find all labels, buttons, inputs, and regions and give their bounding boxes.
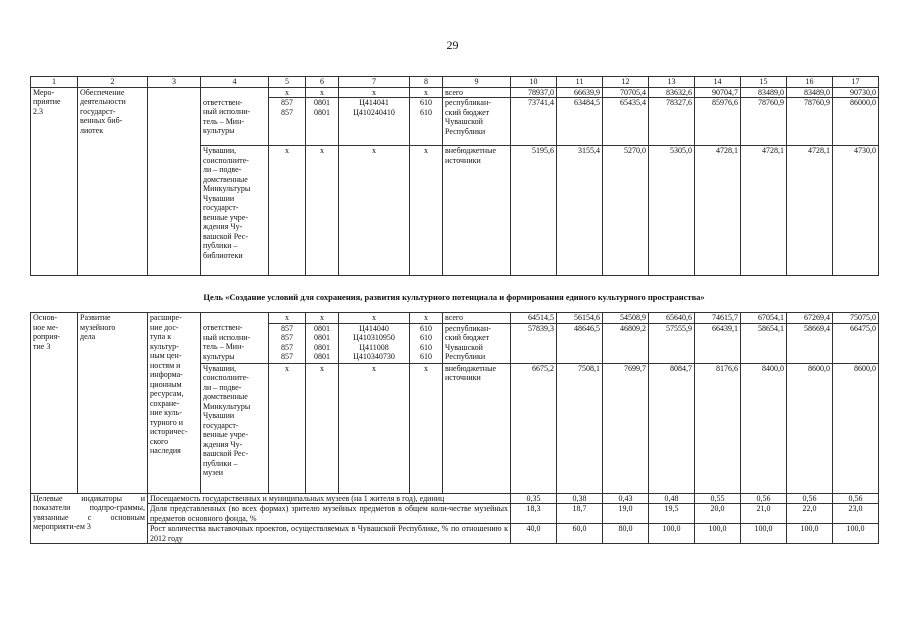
header-row xyxy=(31,77,879,88)
value-cell: 78327,6 xyxy=(649,98,695,146)
event-goal-cell: расшире- ние дос- тупа к культур- ным цен- ностям и информа- ционным ресурсам, сохране- ние куль- турного и историчес- ского наследия xyxy=(148,313,201,494)
value-cell: 58654,1 xyxy=(741,323,787,363)
value-cell: 75075,0 xyxy=(833,313,879,324)
executor-cell: ответствен- ный исполни- тель – Мин- культуры xyxy=(201,98,269,146)
column-number: 9 xyxy=(443,77,511,88)
column-number: 10 xyxy=(511,77,557,88)
event-number-cell: Меро- приятие 2.3 xyxy=(31,87,78,276)
value-cell: 46809,2 xyxy=(603,323,649,363)
budget-table-part1 xyxy=(30,76,879,276)
value-cell: 64514,5 xyxy=(511,313,557,324)
vr-cell: х xyxy=(410,363,443,493)
csr-cell: х xyxy=(339,313,410,324)
value-cell: 67269,4 xyxy=(787,313,833,324)
column-number: 3 xyxy=(148,77,201,88)
value-cell: 100,0 xyxy=(787,524,833,544)
value-cell: 4728,1 xyxy=(787,146,833,276)
value-cell: 63484,5 xyxy=(557,98,603,146)
vr-cell: х xyxy=(410,146,443,276)
indicator-text: Доля представленных (во всех формах) зрителю музейных предметов в общем коли-честве музейных предметов основного фонда, % xyxy=(148,504,511,524)
value-cell: 58669,4 xyxy=(787,323,833,363)
value-cell: 0,38 xyxy=(557,493,603,504)
value-cell: 7508,1 xyxy=(557,363,603,493)
indicators-label: Целевые индикаторы и показатели подпро-граммы, увязанные с основным мероприяти-ем 3 xyxy=(31,493,148,544)
value-cell: 83632,6 xyxy=(649,87,695,98)
value-cell: 57555,9 xyxy=(649,323,695,363)
indicator-row xyxy=(31,504,879,524)
value-cell: 8400,0 xyxy=(741,363,787,493)
value-cell: 85976,6 xyxy=(695,98,741,146)
value-cell: 21,0 xyxy=(741,504,787,524)
value-cell: 56154,6 xyxy=(557,313,603,324)
executor-cell: ответствен- ный исполни- тель – Мин- культуры xyxy=(201,323,269,363)
executor-cell-empty xyxy=(201,313,269,324)
rzpr-cell: 0801 0801 xyxy=(306,98,339,146)
column-number: 2 xyxy=(78,77,148,88)
value-cell: 22,0 xyxy=(787,504,833,524)
indicator-row xyxy=(31,524,879,544)
value-cell: 70705,4 xyxy=(603,87,649,98)
source-cell: всего xyxy=(443,313,511,324)
grbs-cell: х xyxy=(269,313,306,324)
value-cell: 78760,9 xyxy=(787,98,833,146)
value-cell: 0,48 xyxy=(649,493,695,504)
csr-cell: х xyxy=(339,146,410,276)
indicator-text: Рост количества выставочных проектов, осуществляемых в Чувашской Республике, % по отношению к 2012 году xyxy=(148,524,511,544)
value-cell: 78760,9 xyxy=(741,98,787,146)
column-number: 4 xyxy=(201,77,269,88)
column-number: 7 xyxy=(339,77,410,88)
value-cell: 5305,0 xyxy=(649,146,695,276)
value-cell: 54508,9 xyxy=(603,313,649,324)
column-number: 8 xyxy=(410,77,443,88)
value-cell: 3155,4 xyxy=(557,146,603,276)
grbs-cell: х xyxy=(269,363,306,493)
rzpr-cell: х xyxy=(306,146,339,276)
event-name-cell: Обеспечение деятельности государст- венных биб- лиотек xyxy=(78,87,148,276)
column-number: 15 xyxy=(741,77,787,88)
value-cell: 19,0 xyxy=(603,504,649,524)
vr-cell: х xyxy=(410,87,443,98)
grbs-cell: 857 857 xyxy=(269,98,306,146)
budget-table-part2 xyxy=(30,312,879,544)
value-cell: 8600,0 xyxy=(833,363,879,493)
value-cell: 80,0 xyxy=(603,524,649,544)
value-cell: 66475,0 xyxy=(833,323,879,363)
vr-cell: х xyxy=(410,313,443,324)
value-cell: 4730,0 xyxy=(833,146,879,276)
grbs-cell: х xyxy=(269,87,306,98)
source-cell: всего xyxy=(443,87,511,98)
rzpr-cell: х xyxy=(306,363,339,493)
value-cell: 8176,6 xyxy=(695,363,741,493)
csr-cell: х xyxy=(339,87,410,98)
vr-cell: 610 610 610 610 xyxy=(410,323,443,363)
value-cell: 83489,0 xyxy=(787,87,833,98)
value-cell: 100,0 xyxy=(833,524,879,544)
value-cell: 19,5 xyxy=(649,504,695,524)
value-cell: 90730,0 xyxy=(833,87,879,98)
value-cell: 0,35 xyxy=(511,493,557,504)
value-cell: 48646,5 xyxy=(557,323,603,363)
value-cell: 100,0 xyxy=(695,524,741,544)
value-cell: 7699,7 xyxy=(603,363,649,493)
grbs-cell: х xyxy=(269,146,306,276)
vr-cell: 610 610 xyxy=(410,98,443,146)
column-number: 12 xyxy=(603,77,649,88)
value-cell: 90704,7 xyxy=(695,87,741,98)
column-number: 14 xyxy=(695,77,741,88)
event-number-cell: Основ- ное ме- роприя- тие 3 xyxy=(31,313,78,494)
value-cell: 0,56 xyxy=(833,493,879,504)
value-cell: 8084,7 xyxy=(649,363,695,493)
source-cell: внебюджетные источники xyxy=(443,146,511,276)
grbs-cell: 857 857 857 857 xyxy=(269,323,306,363)
csr-cell: х xyxy=(339,363,410,493)
value-cell: 100,0 xyxy=(741,524,787,544)
column-number: 13 xyxy=(649,77,695,88)
source-cell: республикан- ский бюджет Чувашской Республики xyxy=(443,323,511,363)
value-cell: 100,0 xyxy=(649,524,695,544)
value-cell: 0,43 xyxy=(603,493,649,504)
value-cell: 60,0 xyxy=(557,524,603,544)
column-number: 5 xyxy=(269,77,306,88)
source-cell: республикан- ский бюджет Чувашской Республики xyxy=(443,98,511,146)
csr-cell: Ц414040 Ц410310950 Ц411008 Ц410340730 xyxy=(339,323,410,363)
value-cell: 86000,0 xyxy=(833,98,879,146)
value-cell: 65640,6 xyxy=(649,313,695,324)
value-cell: 18,7 xyxy=(557,504,603,524)
executor-cell-empty xyxy=(201,87,269,98)
value-cell: 66439,1 xyxy=(695,323,741,363)
column-number: 11 xyxy=(557,77,603,88)
column-number: 1 xyxy=(31,77,78,88)
value-cell: 4728,1 xyxy=(741,146,787,276)
executor-cell: Чувашии, соисполните- ли – подве- домственные Минкультуры Чувашии государст- венные учре- ждения Чу- вашской Рес- публики – музеи xyxy=(201,363,269,493)
value-cell: 78937,0 xyxy=(511,87,557,98)
event-goal-cell xyxy=(148,87,201,276)
rzpr-cell: х xyxy=(306,313,339,324)
value-cell: 4728,1 xyxy=(695,146,741,276)
value-cell: 0,56 xyxy=(741,493,787,504)
value-cell: 5195,6 xyxy=(511,146,557,276)
value-cell: 67054,1 xyxy=(741,313,787,324)
value-cell: 0,56 xyxy=(787,493,833,504)
column-number: 16 xyxy=(787,77,833,88)
indicator-text: Посещаемость государственных и муниципальных музеев (на 1 жителя в год), единиц xyxy=(148,493,511,504)
source-cell: внебюджетные источники xyxy=(443,363,511,493)
table-row xyxy=(31,313,879,324)
executor-cell: Чувашии, соисполните- ли – подве- домственные Минкультуры Чувашии государст- венные учре- ждения Чу- вашской Рес- публики – библиотеки xyxy=(201,146,269,276)
value-cell: 57839,3 xyxy=(511,323,557,363)
column-number: 17 xyxy=(833,77,879,88)
value-cell: 40,0 xyxy=(511,524,557,544)
event-name-cell: Развитие музейного дела xyxy=(78,313,148,494)
value-cell: 0,55 xyxy=(695,493,741,504)
value-cell: 6675,2 xyxy=(511,363,557,493)
value-cell: 83489,0 xyxy=(741,87,787,98)
value-cell: 8600,0 xyxy=(787,363,833,493)
value-cell: 23,0 xyxy=(833,504,879,524)
rzpr-cell: 0801 0801 0801 0801 xyxy=(306,323,339,363)
value-cell: 65435,4 xyxy=(603,98,649,146)
rzpr-cell: х xyxy=(306,87,339,98)
table-row xyxy=(31,87,879,98)
column-number: 6 xyxy=(306,77,339,88)
goal-title: Цель «Создание условий для сохранения, развития культурного потенциала и формирования единого культурного пространства» xyxy=(203,292,705,302)
value-cell: 66639,9 xyxy=(557,87,603,98)
value-cell: 18,3 xyxy=(511,504,557,524)
value-cell: 74615,7 xyxy=(695,313,741,324)
value-cell: 20,0 xyxy=(695,504,741,524)
indicator-row xyxy=(31,493,879,504)
value-cell: 73741,4 xyxy=(511,98,557,146)
csr-cell: Ц414041 Ц410240410 xyxy=(339,98,410,146)
value-cell: 5270,0 xyxy=(603,146,649,276)
page-number: 29 xyxy=(446,38,459,52)
